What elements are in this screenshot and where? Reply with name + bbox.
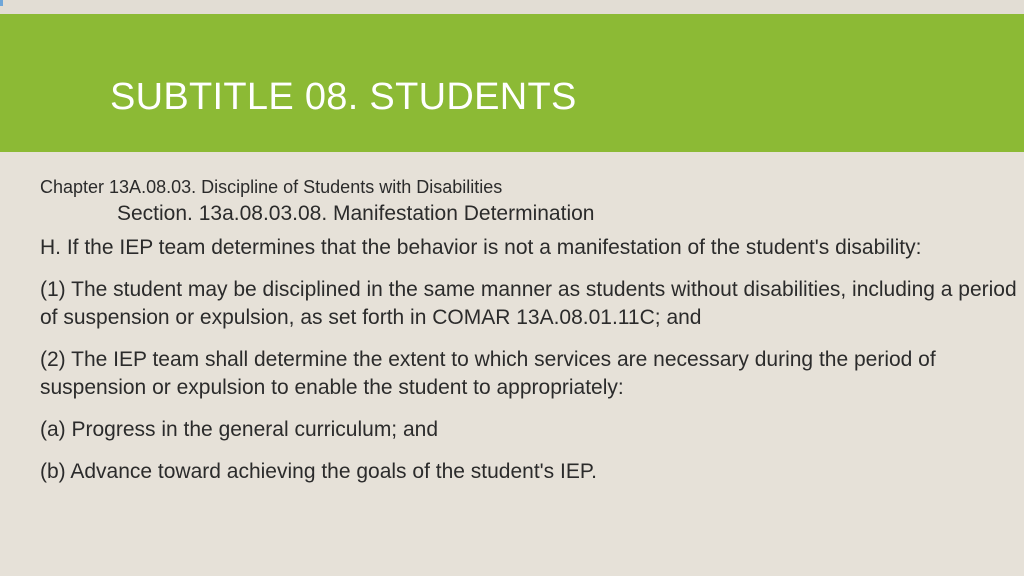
paragraph-b: (b) Advance toward achieving the goals of the student's IEP. <box>40 460 597 483</box>
top-strip <box>0 0 1024 14</box>
paragraph-a: (a) Progress in the general curriculum; and <box>40 418 439 441</box>
paragraph-1: (1) The student may be disciplined in the same manner as students without disabilities, including a period of suspension or expulsion, as set forth in COMAR 13A.08.01.11C; and <box>40 278 1017 329</box>
paragraph-2: (2) The IEP team shall determine the extent to which services are necessary during the period of suspension or expulsion to enable the student to appropriately: <box>40 348 936 399</box>
paragraph-h: H. If the IEP team determines that the behavior is not a manifestation of the student's disability: <box>40 236 922 259</box>
slide-title: SUBTITLE 08. STUDENTS <box>110 76 577 118</box>
corner-accent <box>0 0 3 6</box>
title-band <box>0 14 1024 152</box>
chapter-heading: Chapter 13A.08.03. Discipline of Students with Disabilities <box>40 177 503 197</box>
section-heading: Section. 13a.08.03.08. Manifestation Determination <box>117 202 595 225</box>
slide-body <box>40 176 1020 486</box>
